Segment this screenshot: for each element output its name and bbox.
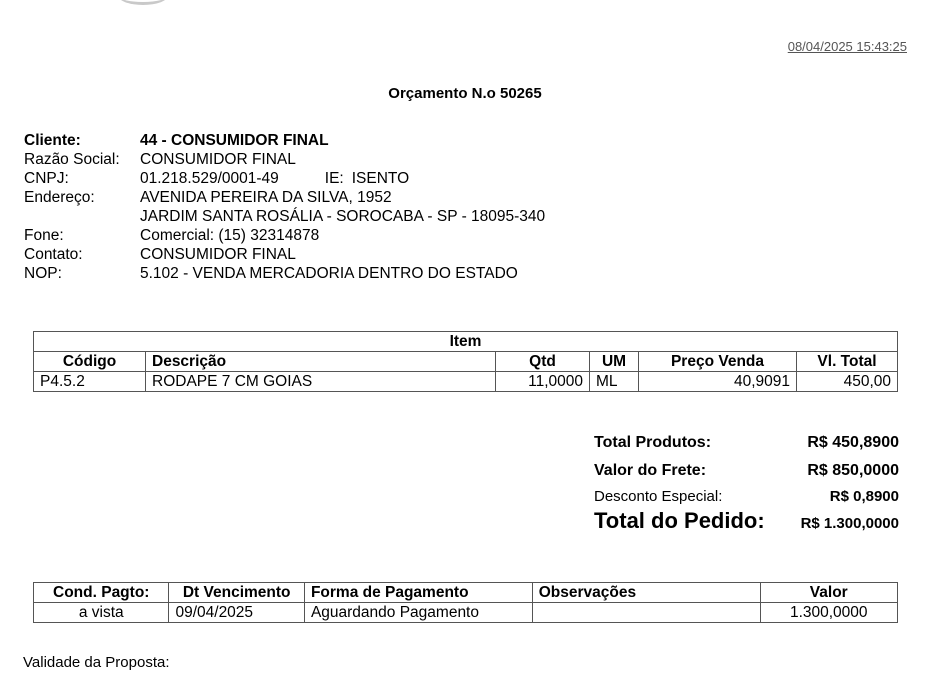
pay-cond: a vista [34, 603, 169, 623]
frete-row [594, 460, 899, 486]
frete-value: R$ 850,0000 [807, 462, 899, 479]
desconto-label: Desconto Especial: [594, 488, 723, 505]
frete-label: Valor do Frete: [594, 462, 707, 479]
item-total: 450,00 [797, 372, 898, 392]
client-info [24, 131, 545, 283]
item-codigo: P4.5.2 [34, 372, 146, 392]
fone-label: Fone: [24, 227, 64, 244]
col-qtd: Qtd [496, 352, 590, 372]
razao-label: Razão Social: [24, 151, 120, 168]
col-vl-total: Vl. Total [797, 352, 898, 372]
col-preco-venda: Preço Venda [639, 352, 797, 372]
endereco-line1: AVENIDA PEREIRA DA SILVA, 1952 [140, 189, 392, 206]
endereco-row-2 [24, 207, 545, 226]
fone-value: Comercial: (15) 32314878 [140, 227, 320, 244]
table-row [34, 372, 898, 392]
col-um: UM [590, 352, 639, 372]
total-produtos-value: R$ 450,8900 [807, 434, 899, 451]
nop-label: NOP: [24, 265, 62, 282]
col-valor: Valor [760, 583, 898, 603]
endereco-label: Endereço: [24, 189, 95, 206]
total-produtos-label: Total Produtos: [594, 434, 712, 451]
contato-row [24, 245, 545, 264]
validade-label: Validade da Proposta: [23, 654, 170, 671]
col-dt-vencimento: Dt Vencimento [169, 583, 304, 603]
razao-value: CONSUMIDOR FINAL [140, 151, 296, 168]
col-observacoes: Observações [532, 583, 760, 603]
table-row [34, 603, 898, 623]
print-timestamp: 08/04/2025 15:43:25 [787, 39, 907, 54]
payment-header-row [34, 583, 898, 603]
cnpj-value: 01.218.529/0001-49 [140, 170, 279, 187]
pay-observacoes [532, 603, 760, 623]
pay-forma: Aguardando Pagamento [304, 603, 532, 623]
endereco-row [24, 188, 545, 207]
total-produtos-row [594, 432, 899, 460]
cnpj-label: CNPJ: [24, 170, 69, 187]
total-pedido-label: Total do Pedido: [594, 508, 765, 533]
pay-valor: 1.300,0000 [760, 603, 898, 623]
payment-table [33, 582, 898, 623]
totals-block [594, 432, 899, 538]
ie-label: IE: [324, 170, 344, 187]
desconto-value: R$ 0,8900 [829, 488, 899, 505]
desconto-row [594, 486, 899, 508]
page-title: Orçamento N.o 50265 [388, 85, 542, 102]
client-row [24, 131, 545, 150]
item-um: ML [590, 372, 639, 392]
col-descricao: Descrição [146, 352, 496, 372]
cliente-value: 44 - CONSUMIDOR FINAL [140, 132, 329, 149]
contato-value: CONSUMIDOR FINAL [140, 246, 296, 263]
col-forma-pagamento: Forma de Pagamento [304, 583, 532, 603]
col-cond-pagto: Cond. Pagto: [34, 583, 169, 603]
item-preco: 40,9091 [639, 372, 797, 392]
cnpj-row [24, 169, 545, 188]
items-header-row [34, 352, 898, 372]
nop-value: 5.102 - VENDA MERCADORIA DENTRO DO ESTADO [140, 265, 518, 282]
logo-fragment [118, 0, 168, 5]
item-descricao: RODAPE 7 CM GOIAS [146, 372, 496, 392]
items-section-header: Item [34, 332, 898, 352]
total-pedido-value: R$ 1.300,0000 [800, 515, 899, 532]
nop-row [24, 264, 545, 283]
endereco-line2: JARDIM SANTA ROSÁLIA - SOROCABA - SP - 18095-340 [140, 208, 546, 225]
contato-label: Contato: [24, 246, 83, 263]
items-table [33, 331, 898, 392]
cliente-label: Cliente: [24, 132, 81, 149]
pay-vencimento: 09/04/2025 [169, 603, 304, 623]
razao-row [24, 150, 545, 169]
fone-row [24, 226, 545, 245]
total-pedido-row [594, 508, 899, 538]
item-qtd: 11,0000 [496, 372, 590, 392]
col-codigo: Código [34, 352, 146, 372]
ie-value: ISENTO [351, 170, 410, 187]
